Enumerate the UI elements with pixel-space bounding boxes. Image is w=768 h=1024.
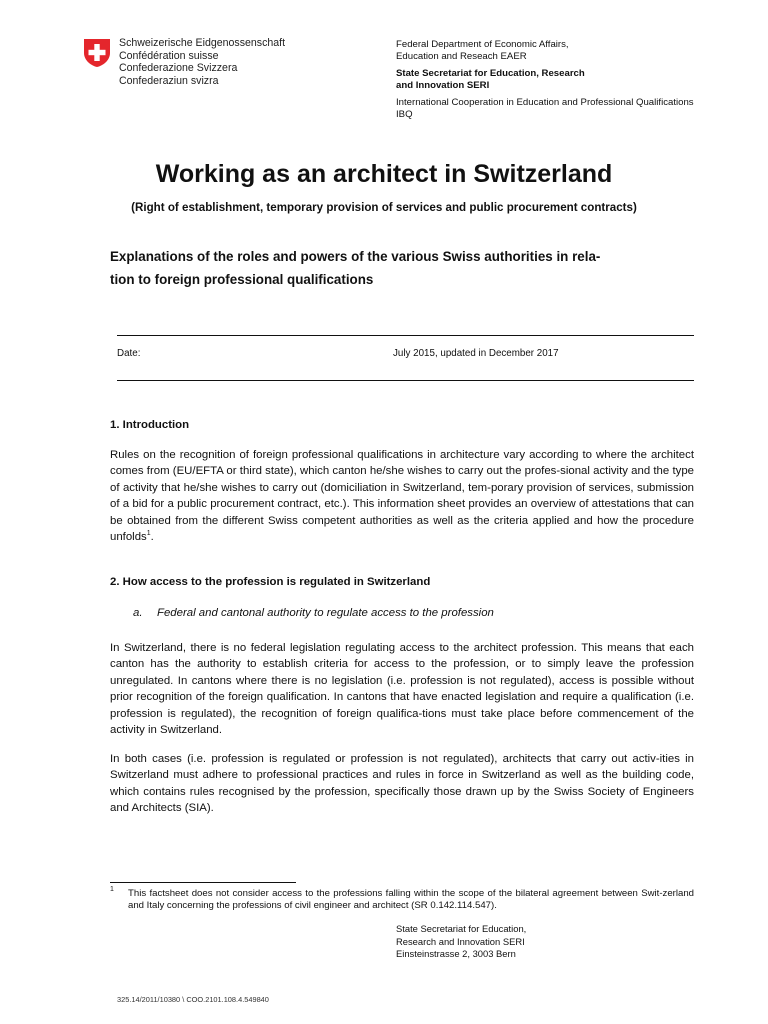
confederation-line-it: Confederazione Svizzera	[119, 62, 238, 75]
unit-line-2: IBQ	[396, 109, 413, 120]
confederation-line-de: Schweizerische Eidgenossenschaft	[119, 37, 286, 49]
subsection-label: a.	[133, 607, 143, 619]
footnote-reference[interactable]: 1	[146, 530, 151, 538]
footnote-text: This factsheet does not consider access to the professions falling within the scope of the bilateral agreement between Swit-zerland and Italy concerning the professions of civil engineer and architect (SR 0.142.114.547).	[128, 888, 694, 912]
explanation-line-1: Explanations of the roles and powers of the various Swiss authorities in rela-	[110, 249, 601, 264]
introduction-paragraph: Rules on the recognition of foreign professional qualifications in architecture vary according to where the architect comes from (EU/EFTA or third state), which canton he/she wishes to carry out the profes-sional activity and the type of activity that he/she wishes to carry out (domiciliation in Switzerland, tem-porary provision of services, submission of a bid for a public procurement contract, etc.). This information sheet provides an overview of attestations that can be obtained from the different Swiss competent authorities as well as the criteria applied and how the procedure unfolds$^1$.	[110, 449, 694, 544]
document-explanation	[110, 245, 690, 291]
date-label: Date:	[117, 348, 141, 359]
explanation-line-2: tion to foreign professional qualifications	[110, 272, 374, 287]
regulation-paragraph-1: In Switzerland, there is no federal legislation regulating access to the architect profession. This means that each canton has the authority to establish criteria for access to the profession, or to simply leave the profession unregulated. In cantons where there is no legislation (i.e. profession is not regulated), access is possible without prior recognition of the foreign qualification. In cantons that have enacted legislation and require a qualification (i.e. profession is regulated), the recognition of foreign qualifica-tions must take place before commencement of the activity in Switzerland.	[110, 642, 694, 737]
document-title: Working as an architect in Switzerland	[155, 160, 613, 188]
footnote-divider	[110, 882, 296, 883]
divider-bottom	[117, 380, 694, 381]
subsection-title: Federal and cantonal authority to regulate access to the profession	[157, 607, 494, 619]
confederation-names	[119, 37, 285, 87]
address-line-3: Einsteinstrasse 2, 3003 Bern	[396, 948, 516, 960]
section-heading-access: 2. How access to the profession is regulated in Switzerland	[110, 576, 431, 588]
divider-top	[117, 335, 694, 336]
regulation-paragraph-2: In both cases (i.e. profession is regulated or profession is not regulated), architects that carry out activ-ities in Switzerland must adhere to professional practices and rules in force in Switzerland as well as the building code, which contains rules recognised by the profession, specifically those drawn up by the Swiss Society of Engineers and Architects (SIA).	[110, 753, 694, 815]
secretariat-line-2: and Innovation SERI	[396, 80, 490, 91]
confederation-line-rm: Confederaziun svizra	[119, 74, 219, 87]
date-value: July 2015, updated in December 2017	[393, 348, 559, 359]
footnote-mark: 1	[110, 886, 114, 893]
introduction-text: Rules on the recognition of foreign professional qualifications in architecture vary according to where the architect comes from (EU/EFTA or third state), which canton he/she wishes to carry out the profes-sional activity and the type of activity that he/she wishes to carry out (domiciliation in Switzerland, tem-porary provision of services, submission of a bid for a public procurement contract, etc.). This information sheet provides an overview of attestations that can be obtained from the different Swiss competent authorities as well as the criteria applied and how the procedure unfolds	[110, 449, 694, 544]
confederation-line-fr: Confédération suisse	[119, 49, 219, 62]
address-line-2: Research and Innovation SERI	[396, 935, 525, 947]
department-line-2: Education and Reseach EAER	[396, 51, 527, 62]
footer-address	[396, 923, 526, 961]
secretariat-line-1: State Secretariat for Education, Research	[396, 68, 585, 79]
section-heading-introduction: 1. Introduction	[110, 419, 190, 431]
swiss-flag-icon	[83, 38, 111, 68]
department-line-1: Federal Department of Economic Affairs,	[396, 39, 569, 50]
document-reference: 325.14/2011/10380 \ COO.2101.108.4.549840	[117, 995, 269, 1004]
unit-line-1: International Cooperation in Education and Professional Qualifications	[396, 97, 694, 108]
document-subtitle: (Right of establishment, temporary provision of services and public procurement contracts)	[131, 201, 637, 214]
subsection-heading-a	[133, 607, 494, 619]
department-block	[396, 39, 716, 121]
address-line-1: State Secretariat for Education,	[396, 923, 527, 934]
